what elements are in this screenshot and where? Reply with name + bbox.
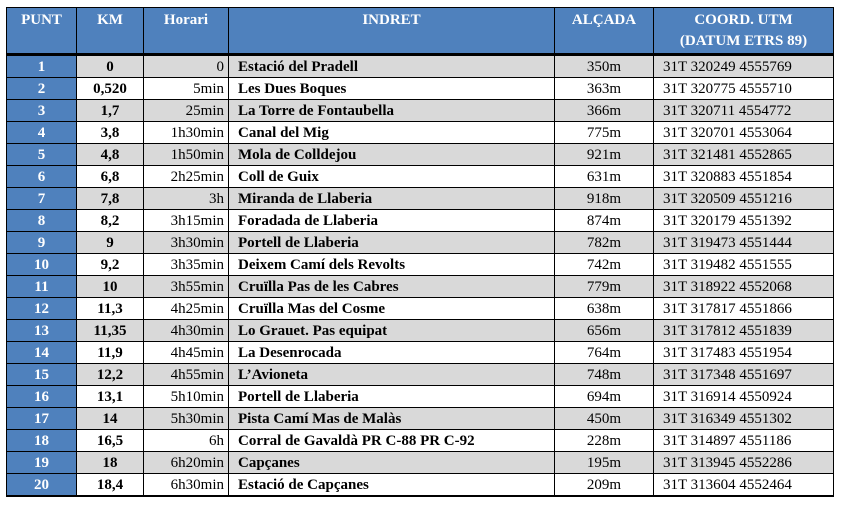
cell-indret: Capçanes	[229, 452, 555, 474]
header-coord	[654, 8, 834, 55]
cell-indret: Portell de Llaberia	[229, 232, 555, 254]
cell-horari: 3h15min	[144, 210, 229, 232]
cell-km: 9	[77, 232, 144, 254]
cell-punt: 12	[7, 298, 77, 320]
cell-coord: 31T 313945 4552286	[654, 452, 834, 474]
cell-km: 1,7	[77, 100, 144, 122]
cell-alcada: 742m	[555, 254, 654, 276]
cell-indret: La Torre de Fontaubella	[229, 100, 555, 122]
cell-coord: 31T 320775 4555710	[654, 78, 834, 100]
cell-km: 10	[77, 276, 144, 298]
table-row	[7, 276, 834, 298]
cell-horari: 6h30min	[144, 474, 229, 497]
cell-horari: 5min	[144, 78, 229, 100]
cell-punt: 6	[7, 166, 77, 188]
cell-alcada: 366m	[555, 100, 654, 122]
table-row	[7, 254, 834, 276]
cell-horari: 1h30min	[144, 122, 229, 144]
table-row	[7, 386, 834, 408]
cell-punt: 3	[7, 100, 77, 122]
cell-alcada: 874m	[555, 210, 654, 232]
cell-km: 7,8	[77, 188, 144, 210]
cell-km: 6,8	[77, 166, 144, 188]
cell-punt: 11	[7, 276, 77, 298]
cell-punt: 18	[7, 430, 77, 452]
cell-indret: Portell de Llaberia	[229, 386, 555, 408]
cell-horari: 4h55min	[144, 364, 229, 386]
cell-km: 0,520	[77, 78, 144, 100]
cell-indret: Les Dues Boques	[229, 78, 555, 100]
cell-km: 16,5	[77, 430, 144, 452]
cell-alcada: 782m	[555, 232, 654, 254]
table-row	[7, 232, 834, 254]
table-row	[7, 100, 834, 122]
cell-indret: Lo Grauet. Pas equipat	[229, 320, 555, 342]
cell-alcada: 918m	[555, 188, 654, 210]
cell-punt: 1	[7, 55, 77, 78]
cell-km: 18	[77, 452, 144, 474]
cell-alcada: 775m	[555, 122, 654, 144]
cell-indret: La Desenrocada	[229, 342, 555, 364]
table-row	[7, 55, 834, 78]
table-row	[7, 474, 834, 497]
cell-punt: 9	[7, 232, 77, 254]
cell-indret: Estació de Capçanes	[229, 474, 555, 497]
cell-punt: 17	[7, 408, 77, 430]
cell-indret: Canal del Mig	[229, 122, 555, 144]
cell-alcada: 694m	[555, 386, 654, 408]
cell-horari: 0	[144, 55, 229, 78]
header-horari: Horari	[144, 8, 229, 55]
cell-coord: 31T 313604 4552464	[654, 474, 834, 497]
cell-coord: 31T 319473 4551444	[654, 232, 834, 254]
cell-punt: 20	[7, 474, 77, 497]
cell-horari: 3h30min	[144, 232, 229, 254]
route-table	[6, 7, 834, 497]
cell-km: 3,8	[77, 122, 144, 144]
cell-horari: 1h50min	[144, 144, 229, 166]
cell-punt: 5	[7, 144, 77, 166]
table-row	[7, 320, 834, 342]
cell-horari: 3h55min	[144, 276, 229, 298]
cell-coord: 31T 320883 4551854	[654, 166, 834, 188]
cell-coord: 31T 317812 4551839	[654, 320, 834, 342]
cell-horari: 6h	[144, 430, 229, 452]
cell-punt: 4	[7, 122, 77, 144]
cell-km: 14	[77, 408, 144, 430]
cell-punt: 8	[7, 210, 77, 232]
cell-punt: 2	[7, 78, 77, 100]
cell-punt: 10	[7, 254, 77, 276]
cell-indret: Corral de Gavaldà PR C-88 PR C-92	[229, 430, 555, 452]
cell-coord: 31T 314897 4551186	[654, 430, 834, 452]
cell-indret: Cruïlla Mas del Cosme	[229, 298, 555, 320]
cell-coord: 31T 320509 4551216	[654, 188, 834, 210]
cell-horari: 6h20min	[144, 452, 229, 474]
table-row	[7, 210, 834, 232]
table-row	[7, 78, 834, 100]
cell-alcada: 764m	[555, 342, 654, 364]
cell-coord: 31T 316914 4550924	[654, 386, 834, 408]
cell-km: 18,4	[77, 474, 144, 497]
cell-coord: 31T 319482 4551555	[654, 254, 834, 276]
cell-alcada: 631m	[555, 166, 654, 188]
cell-km: 11,3	[77, 298, 144, 320]
cell-horari: 5h30min	[144, 408, 229, 430]
table-row	[7, 188, 834, 210]
cell-coord: 31T 317817 4551866	[654, 298, 834, 320]
cell-km: 12,2	[77, 364, 144, 386]
route-table-container	[6, 7, 834, 497]
cell-horari: 25min	[144, 100, 229, 122]
cell-alcada: 748m	[555, 364, 654, 386]
cell-coord: 31T 317483 4551954	[654, 342, 834, 364]
cell-coord: 31T 320249 4555769	[654, 55, 834, 78]
table-row	[7, 430, 834, 452]
cell-km: 11,35	[77, 320, 144, 342]
cell-coord: 31T 320179 4551392	[654, 210, 834, 232]
cell-horari: 4h45min	[144, 342, 229, 364]
cell-alcada: 779m	[555, 276, 654, 298]
cell-indret: Coll de Guix	[229, 166, 555, 188]
cell-punt: 19	[7, 452, 77, 474]
header-km: KM	[77, 8, 144, 55]
cell-indret: Mola de Colldejou	[229, 144, 555, 166]
cell-coord: 31T 318922 4552068	[654, 276, 834, 298]
cell-km: 4,8	[77, 144, 144, 166]
cell-alcada: 228m	[555, 430, 654, 452]
table-row	[7, 166, 834, 188]
cell-km: 9,2	[77, 254, 144, 276]
cell-alcada: 638m	[555, 298, 654, 320]
cell-alcada: 350m	[555, 55, 654, 78]
cell-alcada: 921m	[555, 144, 654, 166]
header-coord-line2: (DATUM ETRS 89)	[679, 33, 808, 49]
cell-punt: 7	[7, 188, 77, 210]
cell-indret: Estació del Pradell	[229, 55, 555, 78]
cell-coord: 31T 317348 4551697	[654, 364, 834, 386]
cell-punt: 15	[7, 364, 77, 386]
header-punt: PUNT	[7, 8, 77, 55]
cell-alcada: 209m	[555, 474, 654, 497]
table-row	[7, 122, 834, 144]
cell-coord: 31T 320701 4553064	[654, 122, 834, 144]
cell-indret: Foradada de Llaberia	[229, 210, 555, 232]
cell-punt: 14	[7, 342, 77, 364]
cell-horari: 5h10min	[144, 386, 229, 408]
cell-indret: Pista Camí Mas de Malàs	[229, 408, 555, 430]
cell-horari: 3h	[144, 188, 229, 210]
table-row	[7, 452, 834, 474]
cell-km: 13,1	[77, 386, 144, 408]
cell-alcada: 195m	[555, 452, 654, 474]
cell-alcada: 363m	[555, 78, 654, 100]
table-row	[7, 408, 834, 430]
cell-horari: 2h25min	[144, 166, 229, 188]
cell-indret: Miranda de Llaberia	[229, 188, 555, 210]
header-coord-line1: COORD. UTM	[694, 12, 793, 28]
cell-coord: 31T 316349 4551302	[654, 408, 834, 430]
cell-horari: 4h25min	[144, 298, 229, 320]
cell-alcada: 450m	[555, 408, 654, 430]
header-alcada: ALÇADA	[555, 8, 654, 55]
table-row	[7, 364, 834, 386]
cell-horari: 3h35min	[144, 254, 229, 276]
cell-coord: 31T 320711 4554772	[654, 100, 834, 122]
table-row	[7, 342, 834, 364]
cell-horari: 4h30min	[144, 320, 229, 342]
cell-indret: L’Avioneta	[229, 364, 555, 386]
cell-indret: Cruïlla Pas de les Cabres	[229, 276, 555, 298]
cell-km: 11,9	[77, 342, 144, 364]
cell-km: 8,2	[77, 210, 144, 232]
cell-punt: 16	[7, 386, 77, 408]
cell-punt: 13	[7, 320, 77, 342]
cell-km: 0	[77, 55, 144, 78]
table-row	[7, 298, 834, 320]
cell-indret: Deixem Camí dels Revolts	[229, 254, 555, 276]
table-row	[7, 144, 834, 166]
cell-alcada: 656m	[555, 320, 654, 342]
table-header-row	[7, 8, 834, 55]
header-indret: INDRET	[229, 8, 555, 55]
cell-coord: 31T 321481 4552865	[654, 144, 834, 166]
